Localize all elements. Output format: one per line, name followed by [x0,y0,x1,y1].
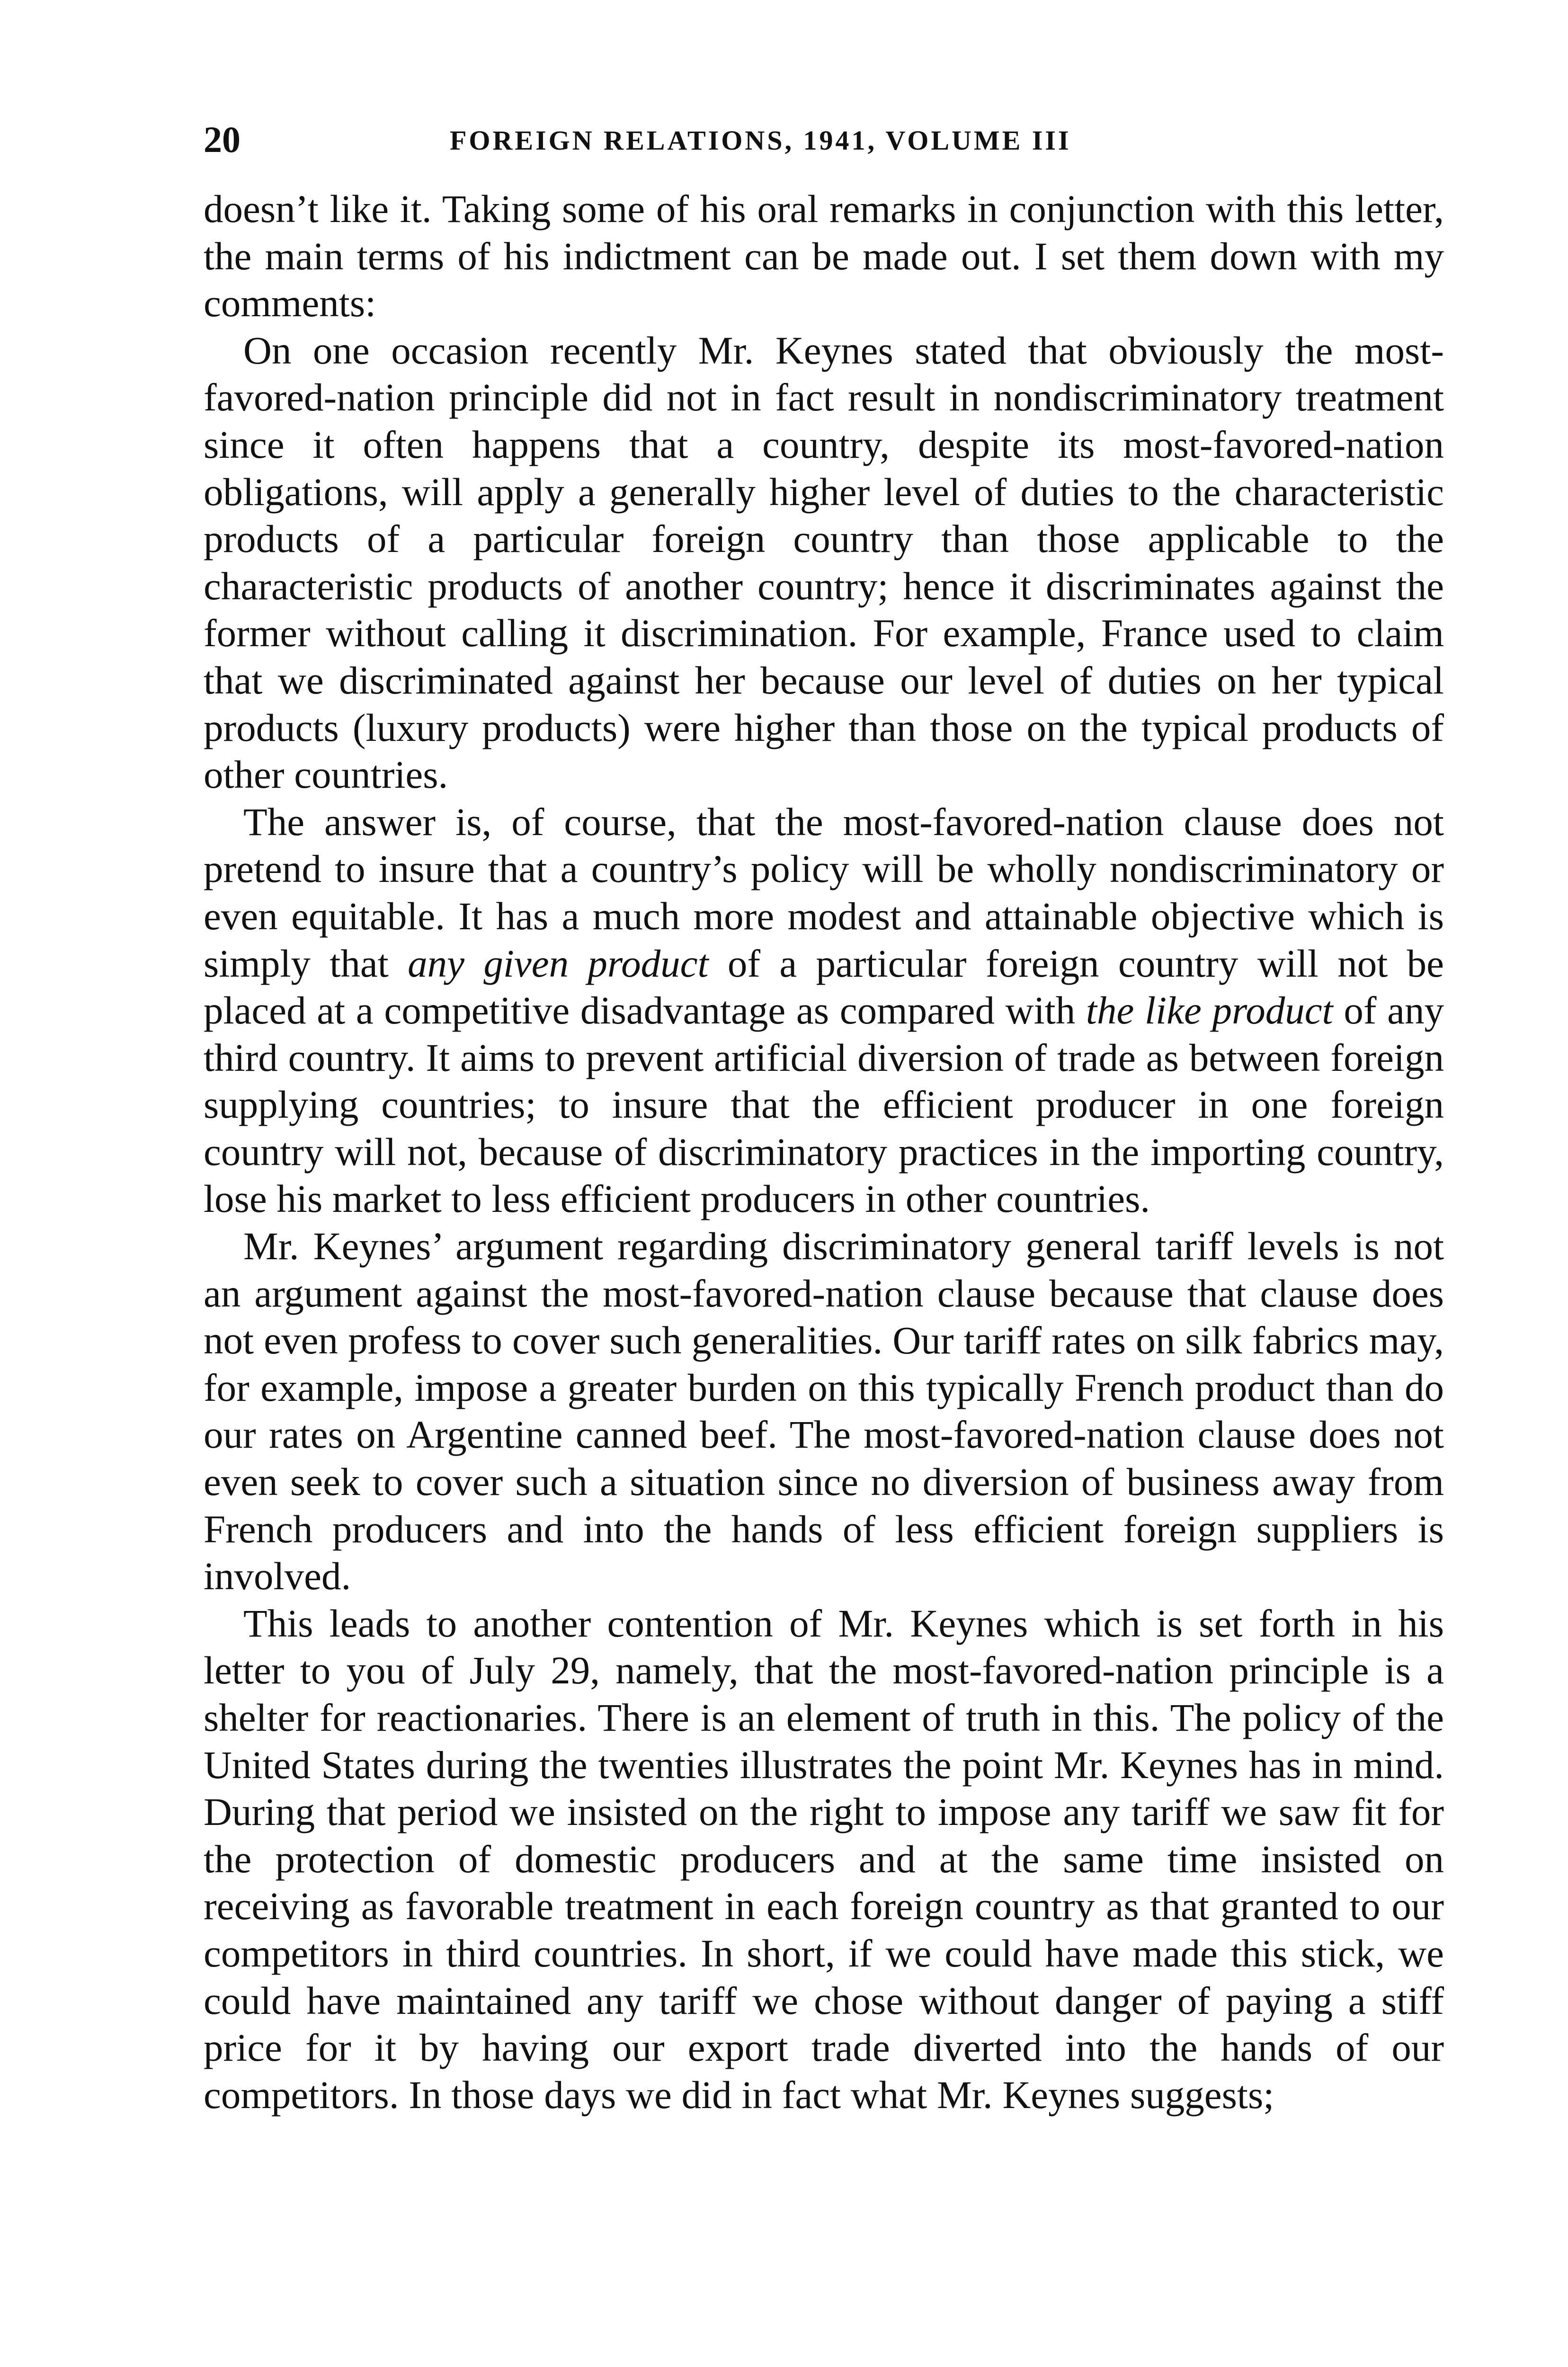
body-text [204,186,1444,2118]
paragraph-3-text-a: The answer is, of course, that the most-favored-nation clause does not pretend to insure that a country’s policy will be wholly nondiscriminatory or even equitable. It has a much more modest and attainable objective which is simply that [204,800,1444,985]
paragraph-3-italic-a: any given product [408,941,709,985]
paragraph-3-text-b: of a particular foreign country will not be placed at a competitive disadvantage as compared with [204,941,1444,1032]
paragraph-5: This leads to another contention of Mr. Keynes which is set forth in his letter to you of July 29, namely, that the most-favored-nation principle is a shelter for reactionaries. There is an element of truth in this. The policy of the United States during the twenties illustrates the point Mr. Keynes has in mind. During that period we insisted on the right to impose any tariff we saw fit for the protection of domestic producers and at the same time insisted on receiving as favorable treatment in each foreign country as that granted to our competitors in third countries. In short, if we could have made this stick, we could have maintained any tariff we chose without danger of paying a stiff price for it by having our export trade diverted into the hands of our competitors. In those days we did in fact what Mr. Keynes suggests; [204,1601,1444,2117]
paragraph-2: On one occasion recently Mr. Keynes stated that obviously the most-favored-nation principle did not in fact result in nondiscriminatory treatment since it often happens that a country, despite its most-favored-nation obligations, will apply a generally higher level of duties to the characteristic products of a particular foreign country than those applicable to the characteristic products of another country; hence it discriminates against the former without calling it discrimination. For example, France used to claim that we discriminated against her because our level of duties on her typical products (luxury products) were higher than those on the typical products of other countries. [204,328,1444,797]
running-head: FOREIGN RELATIONS, 1941, VOLUME III [450,125,1071,156]
page-header [204,114,1444,166]
paragraph-3-italic-b: the like product [1086,988,1333,1032]
page-number: 20 [204,119,241,160]
paragraph-1: doesn’t like it. Taking some of his oral remarks in conjunction with this letter, the main terms of his indictment can be made out. I set them down with my comments: [204,187,1444,325]
paragraph-3 [204,799,1444,1223]
paragraph-3-text-c: of any third country. It aims to prevent artificial diversion of trade as between foreign supplying countries; to insure that the efficient producer in one foreign country will not, because of discriminatory practices in the importing country, lose his market to less efficient producers in other countries. [204,988,1444,1221]
paragraph-4: Mr. Keynes’ argument regarding discriminatory general tariff levels is not an argument against the most-favored-nation clause because that clause does not even profess to cover such generalities. Our tariff rates on silk fabrics may, for example, impose a greater burden on this typically French product than do our rates on Argentine canned beef. The most-favored-nation clause does not even seek to cover such a situation since no diversion of business away from French producers and into the hands of less efficient foreign suppliers is involved. [204,1224,1444,1598]
